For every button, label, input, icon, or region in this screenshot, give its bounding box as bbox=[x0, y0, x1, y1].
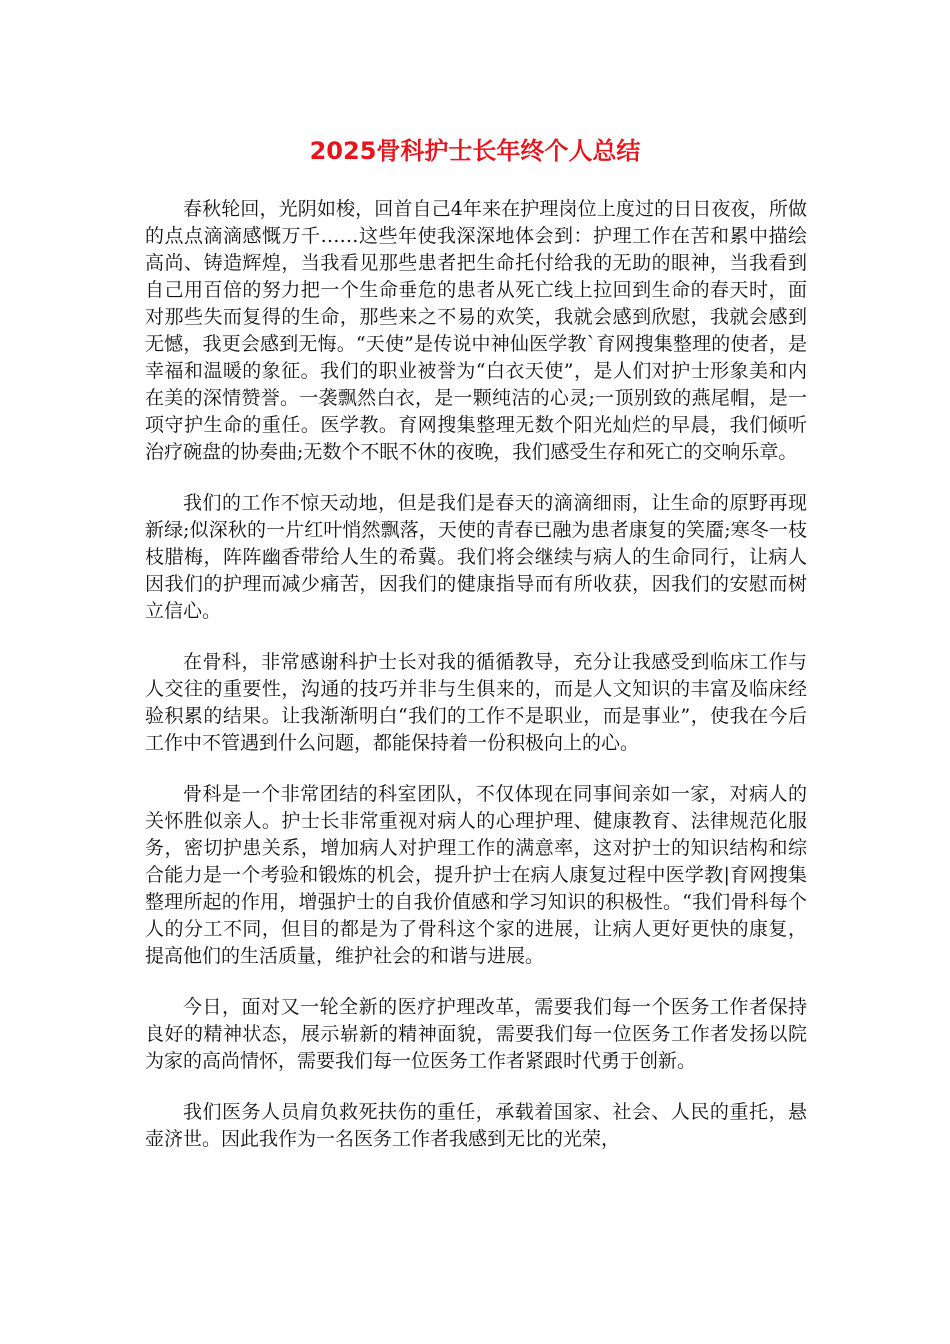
paragraph-3: 在骨科，非常感谢科护士长对我的循循教导，充分让我感受到临床工作与人交往的重要性，沟通的技巧并非与生俱来的，而是人文知识的丰富及临床经验积累的结果。让我渐渐明白“我们的工作不是职业，而是事业”，使我在今后工作中不管遇到什么问题，都能保持着一份积极向上的心。 bbox=[145, 651, 807, 754]
paragraph-1: 春秋轮回，光阴如梭，回首自己4年来在护理岗位上度过的日日夜夜，所做的点点滴滴感慨万千……这些年使我深深地体会到：护理工作在苦和累中描绘高尚、铸造辉煌，当我看见那些患者把生命托付给我的无助的眼神，当我看到自己用百倍的努力把一个生命垂危的患者从死亡线上拉回到生命的春天时，面对那些失而复得的生命，那些来之不易的欢笑，我就会感到欣慰，我就会感到无憾，我更会感到无悔。“天使”是传说中神仙医学教`育网搜集整理的使者，是幸福和温暖的象征。我们的职业被誉为“白衣天使”，是人们对护士形象美和内在美的深情赞誉。一袭飘然白衣，是一颗纯洁的心灵;一顶别致的燕尾帽，是一项守护生命的重任。医学教。育网搜集整理无数个阳光灿烂的早晨，我们倾听治疗碗盘的协奏曲;无数个不眠不休的夜晚，我们感受生存和死亡的交响乐章。 bbox=[145, 198, 807, 463]
paragraph-2: 我们的工作不惊天动地，但是我们是春天的滴滴细雨，让生命的原野再现新绿;似深秋的一片红叶悄然飘落，天使的青春已融为患者康复的笑靥;寒冬一枝枝腊梅，阵阵幽香带给人生的希冀。我们将会继续与病人的生命同行，让病人因我们的护理而减少痛苦，因我们的健康指导而有所收获，因我们的安慰而树立信心。 bbox=[145, 492, 807, 622]
document-title: 2025骨科护士长年终个人总结 bbox=[309, 137, 641, 165]
document-body bbox=[145, 196, 807, 1177]
paragraph-5: 今日，面对又一轮全新的医疗护理改革，需要我们每一个医务工作者保持良好的精神状态，展示崭新的精神面貌，需要我们每一位医务工作者发扬以院为家的高尚情怀，需要我们每一位医务工作者紧跟时代勇于创新。 bbox=[145, 996, 807, 1072]
paragraph-6: 我们医务人员肩负救死扶伤的重任，承载着国家、社会、人民的重托，悬壶济世。因此我作为一名医务工作者我感到无比的光荣， bbox=[145, 1101, 807, 1150]
paragraph-4: 骨科是一个非常团结的科室团队，不仅体现在同事间亲如一家，对病人的关怀胜似亲人。护士长非常重视对病人的心理护理、健康教育、法律规范化服务，密切护患关系，增加病人对护理工作的满意率，这对护士的知识结构和综合能力是一个考验和锻炼的机会，提升护士在病人康复过程中医学教|育网搜集整理所起的作用，增强护士的自我价值感和学习知识的积极性。“我们骨科每个人的分工不同，但目的都是为了骨科这个家的进展，让病人更好更快的康复，提高他们的生活质量，维护社会的和谐与进展。 bbox=[145, 783, 807, 967]
